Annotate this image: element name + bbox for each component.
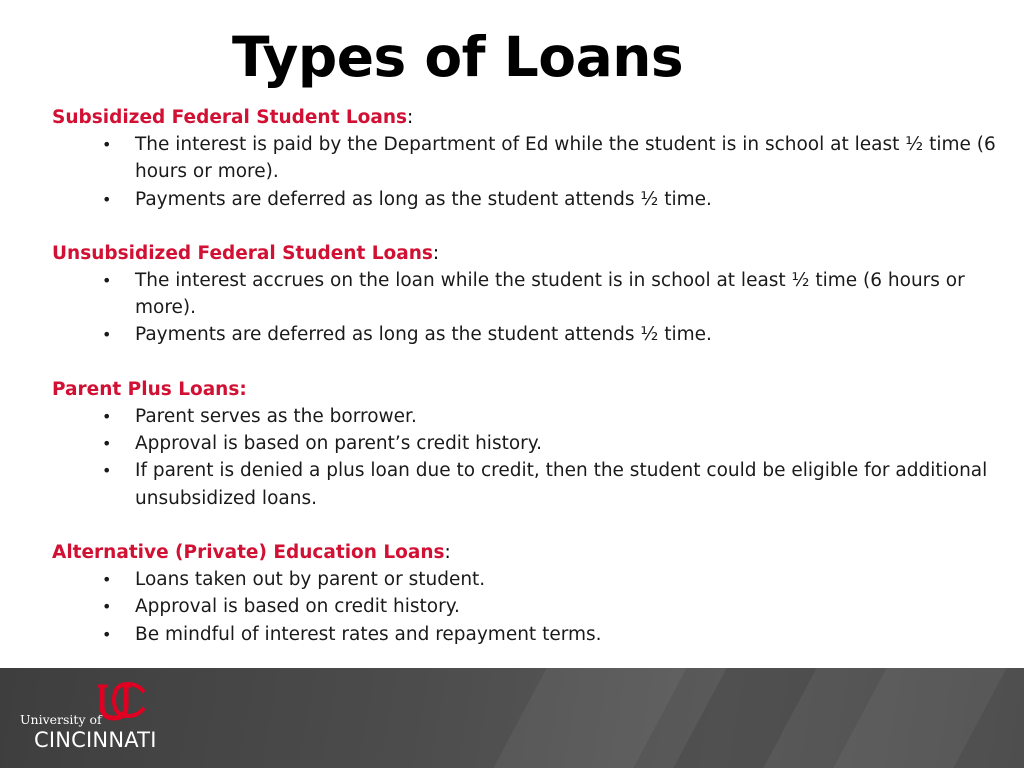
bullet-icon: •	[102, 189, 112, 209]
uc-monogram-icon	[94, 682, 148, 722]
section-heading: Alternative (Private) Education Loans	[52, 541, 445, 563]
section-parent-plus	[52, 376, 1012, 512]
bullet-icon: •	[102, 461, 112, 481]
bullet-item	[52, 131, 1012, 186]
section-heading-line	[52, 104, 1012, 131]
section-heading: Parent Plus Loans:	[52, 378, 247, 400]
heading-suffix: :	[407, 107, 414, 128]
heading-suffix: :	[432, 242, 440, 264]
section-unsubsidized	[52, 240, 1012, 349]
bullet-item	[52, 621, 1012, 648]
bullet-icon: •	[102, 135, 112, 154]
section-alternative	[52, 539, 1012, 648]
bullet-text: Parent serves as the borrower.	[135, 405, 417, 427]
bullet-text: Payments are deferred as long as the student attends ½ time.	[135, 324, 712, 346]
bullet-text: Payments are deferred as long as the student attends ½ time.	[135, 188, 712, 210]
heading-suffix: :	[444, 541, 451, 563]
bullet-icon: •	[102, 569, 112, 589]
logo-text-university: University of	[20, 712, 102, 727]
section-heading: Unsubsidized Federal Student Loans	[52, 242, 433, 264]
bullet-icon: •	[102, 434, 112, 454]
footer-bar	[0, 668, 1024, 768]
bullet-item	[52, 186, 1012, 213]
section-heading-line	[52, 539, 1012, 566]
footer-stripe	[493, 668, 686, 768]
bullet-item	[52, 267, 1012, 322]
bullet-icon: •	[102, 270, 112, 290]
bullet-item	[52, 457, 1012, 512]
bullet-text: Approval is based on credit history.	[135, 596, 460, 618]
university-logo	[20, 682, 170, 762]
bullet-item	[52, 403, 1012, 430]
slide-content	[52, 104, 1012, 675]
bullet-list	[52, 403, 1012, 512]
bullet-item	[52, 321, 1012, 348]
bullet-list	[52, 566, 1012, 648]
bullet-text: Loans taken out by parent or student.	[135, 568, 486, 590]
footer-stripe	[673, 668, 816, 768]
bullet-item	[52, 593, 1012, 620]
section-heading: Subsidized Federal Student Loans	[52, 107, 408, 128]
bullet-text: Approval is based on parent’s credit history.	[135, 433, 542, 455]
bullet-icon: •	[102, 406, 112, 426]
section-heading-line	[52, 376, 1012, 403]
bullet-list	[52, 131, 1012, 213]
bullet-icon: •	[102, 325, 112, 345]
bullet-item	[52, 566, 1012, 593]
logo-text-cincinnati: CINCINNATI	[34, 728, 157, 752]
footer-stripe	[833, 668, 1006, 768]
slide-title: Types of Loans	[232, 25, 684, 89]
bullet-list	[52, 267, 1012, 349]
bullet-text: Be mindful of interest rates and repayment terms.	[135, 623, 602, 645]
section-subsidized	[52, 104, 1012, 213]
section-heading-line	[52, 240, 1012, 267]
bullet-text: The interest accrues on the loan while the student is in school at least ½ time (6 hours or more).	[135, 269, 965, 319]
bullet-item	[52, 430, 1012, 457]
bullet-icon: •	[102, 597, 112, 617]
bullet-text: If parent is denied a plus loan due to credit, then the student could be eligible for additional unsubsidized loans.	[135, 460, 988, 509]
bullet-text: The interest is paid by the Department of Ed while the student is in school at least ½ time (6 hours or more).	[135, 134, 996, 183]
bullet-icon: •	[102, 624, 112, 644]
